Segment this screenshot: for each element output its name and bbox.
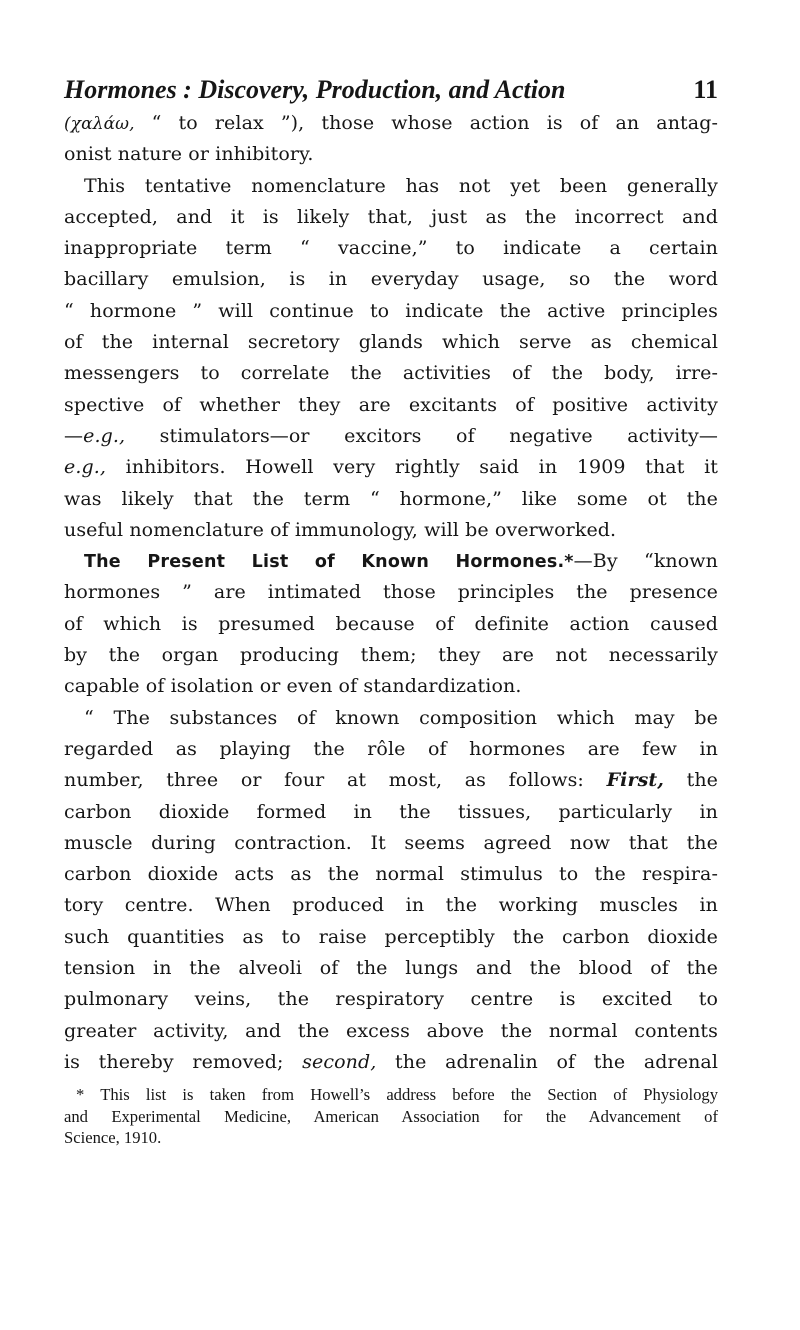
text-line [64,1047,718,1078]
italic-run: e.g., [64,456,107,479]
italic-run: second, [302,1050,377,1073]
footnote [64,1084,718,1149]
text-line [64,421,718,452]
footnote-line: Science, 1910. [64,1128,162,1148]
text-run: number, three or four at most, as follows: [64,769,607,792]
paragraph-start [64,546,718,577]
text-run: the adrenalin of the adrenal [376,1050,719,1073]
text-run: “ to relax ”), those whose action is of an antag- [134,112,718,134]
greek-word: (χαλάω, [64,114,135,134]
text-line: “ hormone ” will continue to indicate the active principles [64,299,718,322]
text-line: onist nature or inhibitory. [64,143,314,166]
text-run: is thereby removed; [64,1050,303,1073]
text-line: was likely that the term “ hormone,” like some ot the [64,487,718,510]
text-line: useful nomenclature of immunology, will be overworked. [64,518,617,541]
section-sidehead: The Present List of Known Hormones.* [84,552,574,573]
text-line: such quantities as to raise perceptibly the carbon dioxide [64,925,718,948]
text-line: inappropriate term “ vaccine,” to indicate a certain [64,237,718,260]
text-line: tension in the alveoli of the lungs and the blood of the [64,957,718,980]
paragraph-start: This tentative nomenclature has not yet been generally [84,174,718,197]
text-line: accepted, and it is likely that, just as the incorrect and [64,205,718,228]
text-line: carbon dioxide acts as the normal stimulus to the respira- [64,863,718,886]
body-text [64,108,718,1078]
text-line [64,108,718,139]
text-line: muscle during contraction. It seems agreed now that the [64,831,718,854]
text-run: stimulators—or excitors of negative activity— [125,424,718,447]
italic-run: e.g., [83,424,126,447]
text-run: inhibitors. Howell very rightly said in 1909 that it [106,456,718,479]
text-run: the [663,769,719,792]
paragraph-start: “ The substances of known composition which may be [84,706,718,729]
text-line: of which is presumed because of definite action caused [64,612,718,635]
bold-italic-run: First, [606,769,664,792]
text-line: greater activity, and the excess above the normal contents [64,1019,718,1042]
text-run: —By “known [573,550,719,573]
text-line: tory centre. When produced in the working muscles in [64,894,718,917]
text-line: messengers to correlate the activities of the body, irre- [64,362,718,385]
text-line: by the organ producing them; they are not necessarily [64,644,718,667]
book-page [64,74,718,1149]
text-line: carbon dioxide formed in the tissues, particularly in [64,800,718,823]
text-line [64,452,718,483]
running-head [64,74,718,106]
text-line: spective of whether they are excitants of positive activity [64,393,718,416]
footnote-line: * This list is taken from Howell’s address before the Section of Physiology [76,1085,718,1105]
text-run: — [64,424,84,447]
running-title: Hormones : Discovery, Production, and Action [64,75,566,104]
page-number: 11 [693,75,718,104]
text-line: regarded as playing the rôle of hormones are few in [64,737,718,760]
footnote-line: and Experimental Medicine, American Association for the Advancement of [64,1106,718,1126]
text-line: bacillary emulsion, is in everyday usage, so the word [64,268,718,291]
text-line: pulmonary veins, the respiratory centre is excited to [64,988,718,1011]
text-line [64,765,718,796]
text-line: capable of isolation or even of standardization. [64,675,522,698]
text-line: hormones ” are intimated those principles the presence [64,581,718,604]
text-line: of the internal secretory glands which serve as chemical [64,331,718,354]
